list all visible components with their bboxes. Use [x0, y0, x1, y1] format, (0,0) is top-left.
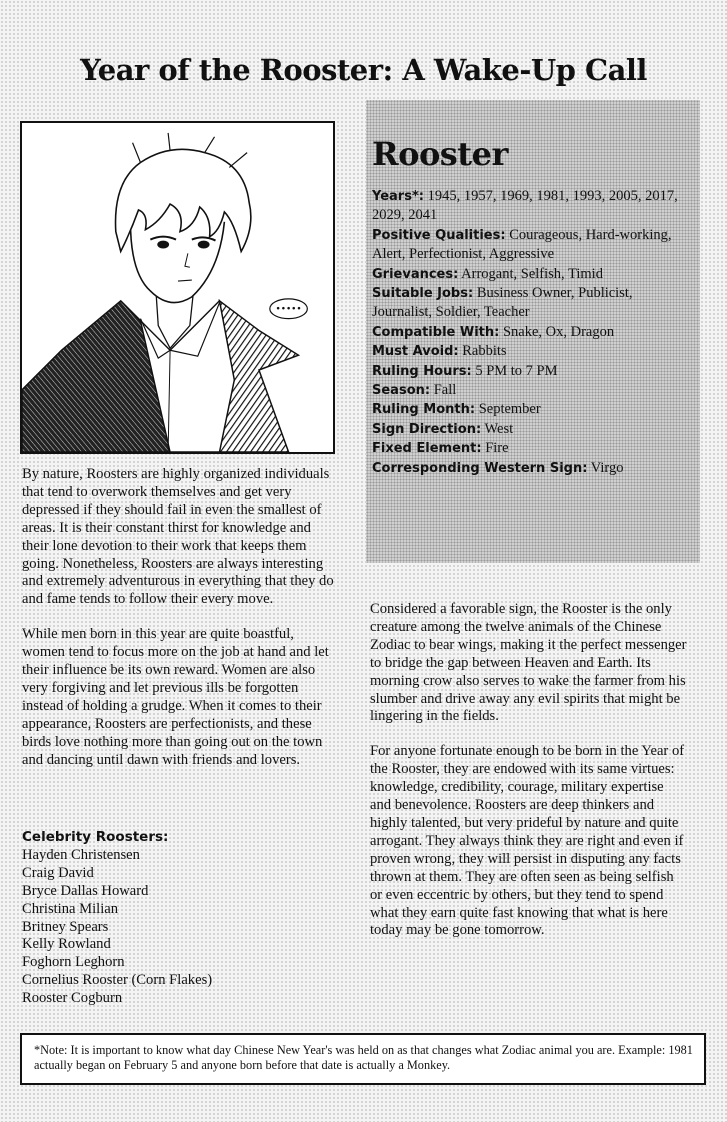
celebrity-name: Christina Milian — [22, 900, 119, 917]
info-label: Season: — [372, 383, 431, 399]
info-value: September — [478, 401, 541, 418]
celebrity-name: Craig David — [22, 864, 94, 881]
page-title: Year of the Rooster: A Wake-Up Call — [80, 53, 647, 88]
info-value: 1945, 1957, 1969, 1981, 1993, 2005, 2017, 2029, 2041 — [372, 188, 678, 224]
info-row — [372, 439, 694, 458]
info-label: Compatible With: — [372, 324, 500, 340]
info-label: Years*: — [372, 189, 424, 204]
celebrity-name: Hayden Christensen — [22, 846, 140, 863]
right-column-text — [370, 601, 688, 957]
info-value: Courageous, Hard-working, Alert, Perfectionist, Aggressive — [372, 226, 672, 263]
rooster-info-box — [372, 135, 694, 478]
celebrity-name: Bryce Dallas Howard — [22, 882, 149, 899]
info-label: Fixed Element: — [372, 441, 482, 457]
info-heading: Rooster — [372, 135, 508, 173]
info-row — [372, 226, 694, 265]
info-row — [372, 420, 694, 439]
info-value: Arrogant, Selfish, Timid — [461, 265, 603, 282]
info-row — [372, 265, 694, 284]
celebrity-roosters — [22, 829, 335, 1008]
info-rows — [372, 187, 694, 478]
info-row — [372, 284, 694, 323]
celebrity-name: Rooster Cogburn — [22, 990, 123, 1007]
celebrity-name: Britney Spears — [22, 918, 109, 935]
info-value: Fire — [485, 440, 509, 457]
info-label: Sign Direction: — [372, 421, 482, 437]
info-row — [372, 342, 694, 361]
footnote-box: *Note: It is important to know what day Chinese New Year's was held on as that changes what Zodiac animal you are. Example: 1981 actually began on February 5 and anyone born before that date is actually a Monkey. — [20, 1033, 706, 1085]
left-paragraph: While men born in this year are quite boastful, women tend to focus more on the job at hand and let their influence be its own reward. Women are also very forgiving and let previous ills be forgotten instead of holding a grudge. When it comes to their appearance, Roosters are perfectionists, and these birds love nothing more than going out on the town and dancing until dawn with friends and lovers. — [22, 626, 329, 768]
info-row — [372, 362, 694, 381]
celebrity-name: Foghorn Leghorn — [22, 954, 125, 971]
left-column-text — [22, 466, 335, 787]
info-row — [372, 323, 694, 342]
info-value: Snake, Ox, Dragon — [502, 323, 615, 340]
info-row — [372, 459, 694, 478]
info-label: Must Avoid: — [372, 344, 459, 360]
celebrity-name: Kelly Rowland — [22, 936, 111, 953]
left-paragraph: By nature, Roosters are highly organized individuals that tend to overwork themselves and get very depressed if they should fail in even the smallest of areas. It is their constant thirst for knowledge and their lone devotion to their work that keeps them going. Nonetheless, Roosters are always interesting and extremely adventurous in everything that they do and fame tends to follow their every move. — [22, 466, 334, 608]
info-label: Positive Qualities: — [372, 227, 506, 243]
info-value: 5 PM to 7 PM — [475, 362, 558, 379]
info-label: Corresponding Western Sign: — [372, 460, 588, 476]
speech-bubble-text: ••••• — [275, 304, 302, 315]
info-row — [372, 381, 694, 400]
celebrity-heading: Celebrity Roosters: — [22, 829, 169, 845]
celebrity-name: Cornelius Rooster (Corn Flakes) — [22, 972, 213, 989]
info-row — [372, 187, 694, 226]
info-value: Business Owner, Publicist, Journalist, Soldier, Teacher — [372, 285, 633, 321]
info-label: Ruling Hours: — [372, 363, 472, 379]
character-illustration — [20, 121, 335, 454]
right-paragraph: Considered a favorable sign, the Rooster is the only creature among the twelve animals of the Chinese Zodiac to bear wings, making it the perfect messenger to bridge the gap between Heaven and Earth. Its morning crow also serves to wake the farmer from his slumber and drive away any evil spirits that might be lingering in the fields. — [370, 601, 687, 725]
info-value: Rabbits — [462, 343, 507, 360]
info-label: Ruling Month: — [372, 402, 476, 418]
info-value: Virgo — [590, 459, 624, 476]
info-value: Fall — [433, 382, 457, 399]
right-paragraph: For anyone fortunate enough to be born in the Year of the Rooster, they are endowed with its same virtues: knowledge, credibility, courage, military expertise and benevolence. Roosters are deep thinkers and highly talented, but very prideful by nature and quite arrogant. They always think they are right and even if proven wrong, they will persist in disputing any facts thrown at them. They are often seen as being selfish or even eccentric by others, but they tend to spend what they earn quite fast knowing that what is here today may be gone tomorrow. — [370, 743, 685, 939]
info-row — [372, 400, 694, 419]
info-label: Suitable Jobs: — [372, 286, 474, 302]
info-value: West — [484, 420, 514, 437]
celebrity-list — [22, 847, 335, 1008]
info-label: Grievances: — [372, 266, 459, 282]
